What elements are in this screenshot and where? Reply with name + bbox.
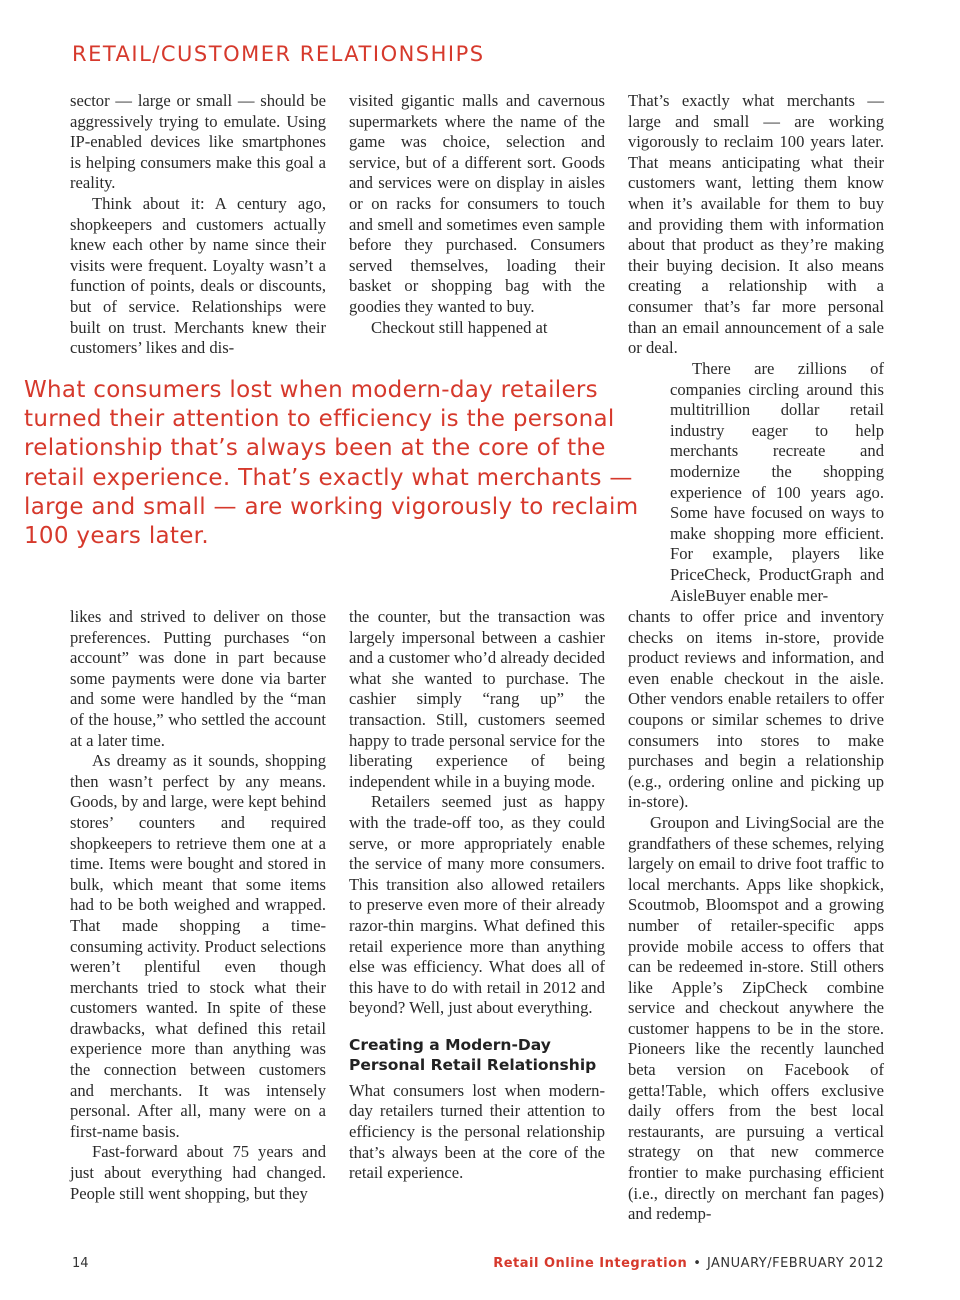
publication-name: Retail Online Integration: [493, 1256, 688, 1271]
page-number: 14: [72, 1256, 89, 1271]
paragraph: Fast-forward about 75 years and just about everything had changed. People still went shopping, but they: [70, 1142, 326, 1203]
article-column-2-bottom: [349, 607, 605, 1184]
paragraph: visited gigantic malls and cavernous supermarkets where the name of the game was choice, selection and service, but of a different sort. Goods and services were on display in aisles or on racks for consumers to touch and smell and sometimes even sample before they purchased. Consumers served themselves, loading their basket or shopping bag with the goodies they wanted to buy.: [349, 91, 605, 316]
paragraph: That’s exactly what merchants — large and small — are working vigorously to reclaim 100 years later. That means anticipating what their customers want, letting them know when it’s available for them to buy and providing them with information about that product as they’re making their buying decision. It also means creating a relationship with a consumer that’s far more personal than an email announcement of a sale or deal.: [628, 91, 884, 358]
subhead: Creating a Modern-Day Personal Retail Relationship: [349, 1035, 597, 1074]
paragraph: What consumers lost when modern-day retailers turned their attention to efficiency is the personal relationship that’s always been at the core of the retail experience.: [349, 1080, 605, 1183]
pull-quote: What consumers lost when modern-day retailers turned their attention to efficiency is the personal relationship that’s always been at the core of the retail experience. That’s exactly what merchants — large and small — are working vigorously to reclaim 100 years later.: [24, 377, 639, 550]
article-column-3-wrap: [670, 359, 884, 606]
section-title: RETAIL/CUSTOMER RELATIONSHIPS: [72, 42, 485, 66]
article-column-2-top: [349, 91, 605, 338]
footer-separator: •: [693, 1256, 701, 1271]
paragraph: There are zillions of companies circling around this multitrillion dollar retail industry eager to help merchants recreate and modernize the shopping experience of 100 years ago. Some have focused on ways to make shopping more efficient. For example, players like PriceCheck, ProductGraph and AisleBuyer enable mer-: [670, 359, 884, 605]
paragraph: Checkout still happened at: [371, 317, 548, 337]
article-column-3-top: [628, 91, 884, 359]
article-column-1-bottom: [70, 607, 326, 1204]
paragraph: the counter, but the transaction was largely impersonal between a cashier and a customer who’d already decided what she wanted to purchase. The cashier simply “rang up” the transaction. Still, customers seemed happy to trade personal service for the liberating experience of being independent while in a buying mode.: [349, 607, 605, 791]
paragraph: Retailers seemed just as happy with the trade-off too, as they could serve, or more appropriately enable the service of many more consumers. This transition also allowed retailers to preserve even more of their already razor-thin margins. What defined this retail experience more than anything else was efficiency. What does all of this have to do with retail in 2012 and beyond? Well, just about everything.: [349, 792, 605, 1018]
paragraph: As dreamy as it sounds, shopping then wasn’t perfect by any means. Goods, by and large, were kept behind stores’ counters and required shopkeepers to retrieve them one at a time. Items were bought and stored in bulk, which meant that some items had to be both weighed and wrapped. That made shopping a time-consuming activity. Product selections weren’t plentiful even though merchants tried to stock what their customers wanted. In spite of these drawbacks, what defined this retail experience more than anything was the connection between customers and merchants. It was intensely personal. After all, many were on a first-name basis.: [70, 751, 326, 1141]
article-column-3-bottom: [628, 607, 884, 1225]
article-column-1-top: [70, 91, 326, 359]
paragraph: chants to offer price and inventory checks on items in-store, provide product reviews and information, and even enable checkout in the aisle. Other vendors enable retailers to offer coupons or similar schemes to drive consumers into stores to make purchases and begin a relationship (e.g., ordering online and picking up in-store).: [628, 607, 884, 812]
issue-date: JANUARY/FEBRUARY 2012: [706, 1256, 884, 1271]
paragraph: Think about it: A century ago, shopkeepers and customers actually knew each other by name since their visits were frequent. Loyalty wasn’t a function of points, deals or discounts, but of service. Relationships were built on trust. Merchants knew their customers’ likes and dis-: [70, 193, 326, 358]
publication-footer: [493, 1256, 884, 1271]
paragraph: Groupon and LivingSocial are the grandfathers of these schemes, relying largely on email to drive foot traffic to local merchants. Apps like shopkick, Scoutmob, Bloomspot and a growing number of retailer-specific apps provide mobile access to offers that can be redeemed in-store. Still others like Apple’s ZipCheck combine service and checkout anywhere the customer happens to be in the store. Pioneers like the recently launched beta version on Facebook of getta!Table, which offers exclusive daily offers from the best local restaurants, are pursuing a vertical strategy on that new commerce frontier to make purchasing efficient (i.e., directly on merchant fan pages) and redemp-: [628, 812, 884, 1224]
paragraph: likes and strived to deliver on those preferences. Putting purchases “on account” was done in part because some payments were done via barter and some were handled by the “man of the house,” who settled the account at a later time.: [70, 607, 326, 750]
paragraph: sector — large or small — should be aggressively trying to emulate. Using IP-enabled devices like smartphones is helping consumers make this goal a reality.: [70, 91, 326, 193]
